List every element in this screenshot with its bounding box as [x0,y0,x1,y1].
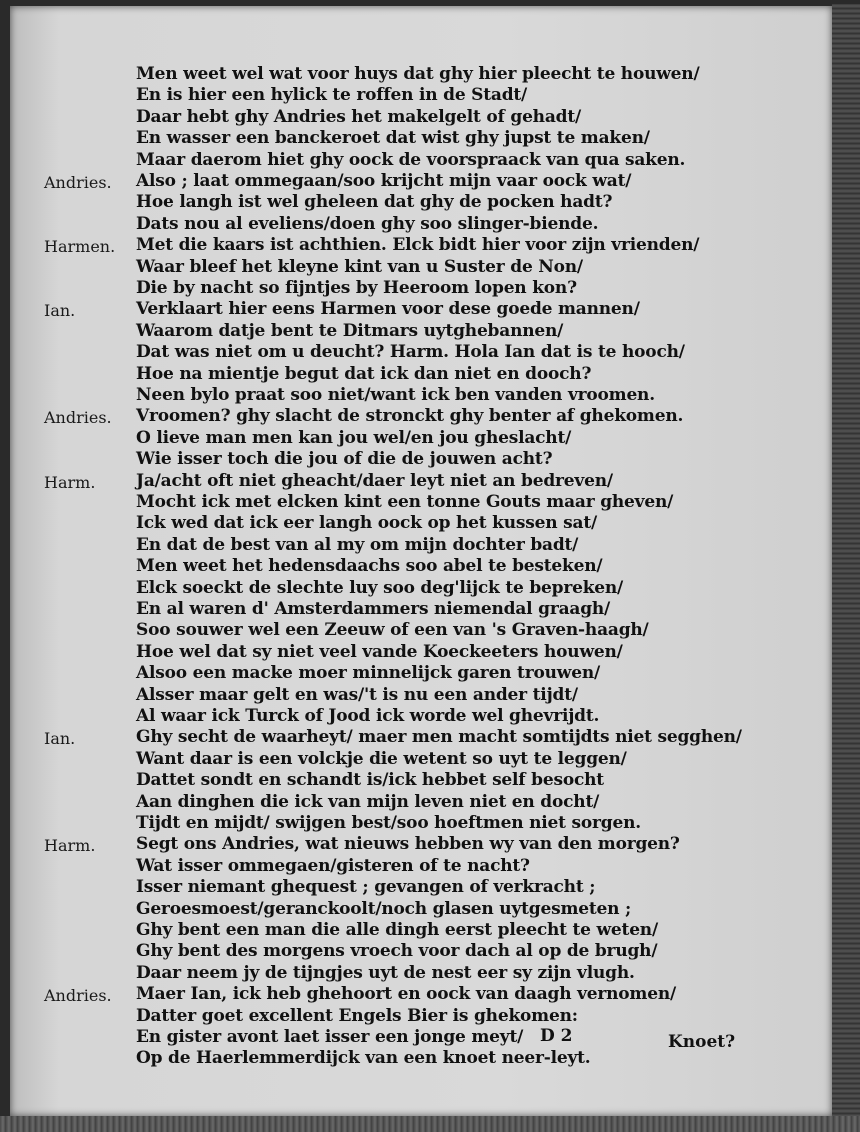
verse-text: Hoe langh ist wel gheleen dat ghy de pocken hadt? [136,192,613,213]
speaker-name: Harm. [44,472,96,492]
verse-text: Op de Haerlemmerdijck van een knoet neer-leyt. [136,1048,591,1069]
verse-line [10,85,832,106]
speaker-name: Ian. [44,301,76,321]
verse-line [10,899,832,920]
verse-line [10,599,832,620]
verse-line [10,963,832,984]
verse-text: Maer Ian, ick heb ghehoort en oock van daagh vernomen/ [136,984,676,1005]
verse-text: Ick wed dat ick eer langh oock op het kussen sat/ [136,513,597,534]
verse-text: Ghy secht de waarheyt/ maer men macht somtijdts niet segghen/ [136,727,742,748]
verse-text: Maar daerom hiet ghy oock de voorspraack van qua saken. [136,149,686,170]
verse-text: Also ; laat ommegaan/soo krijcht mijn vaar oock wat/ [136,171,632,191]
verse-line [10,556,832,577]
verse-text: Tijdt en mijdt/ swijgen best/soo hoeftmen niet sorgen. [136,813,641,833]
verse-line [10,813,832,834]
speaker-name: Andries. [44,173,112,192]
verse-text: Wie isser toch die jou of die de jouwen acht? [136,449,553,470]
verse-line [10,107,832,128]
verse-text: Aan dinghen die ick van mijn leven niet en docht/ [136,791,600,812]
verse-line [10,620,832,641]
verse-line [10,920,832,941]
verse-text: En dat de best van al my om mijn dochter badt/ [136,534,579,555]
verse-text: Met die kaars ist achthien. Elck bidt hier voor zijn vrienden/ [136,235,700,256]
verse-line [10,513,832,534]
book-page [10,6,832,1116]
verse-text: En wasser een banckeroet dat wist ghy jupst te maken/ [136,128,650,149]
verse-line [10,877,832,898]
book-edge-bottom [0,1116,860,1132]
verse-text: Waarom datje bent te Ditmars uytghebannen/ [136,320,564,341]
verse-text: Waar bleef het kleyne kint van u Suster de Non/ [136,256,583,277]
verse-text: Mocht ick met elcken kint een tonne Gouts maar gheven/ [136,492,674,512]
verse-line [10,214,832,235]
verse-text: Dat was niet om u deucht? Harm. Hola Ian dat is te hooch/ [136,342,685,363]
verse-line [10,941,832,962]
verse-line [10,727,832,748]
verse-line [10,64,832,85]
verse-text: O lieve man men kan jou wel/en jou gheslacht/ [136,427,572,448]
verse-text: Dats nou al eveliens/doen ghy soo slinger-biende. [136,213,599,234]
verse-line [10,685,832,706]
verse-line [10,449,832,470]
verse-text: Hoe na mientje begut dat ick dan niet en dooch? [136,363,592,384]
verse-text: Ghy bent een man die alle dingh eerst pleecht te weten/ [136,920,658,940]
verse-line [10,984,832,1005]
verse-text: Al waar ick Turck of Jood ick worde wel ghevrijdt. [136,706,600,726]
verse-line [10,492,832,513]
verse-text: Hoe wel dat sy niet veel vande Koeckeeters houwen/ [136,641,623,662]
verse-text: Wat isser ommegaen/gisteren of te nacht? [136,855,530,876]
signature-mark: D 2 [540,1026,573,1046]
speaker-name: Harm. [44,836,96,856]
verse-text: Die by nacht so fijntjes by Heeroom lopen kon? [136,278,577,298]
verse-text: Ghy bent des morgens vroech voor dach al op de brugh/ [136,941,658,962]
verse-text: Geroesmoest/geranckoolt/noch glasen uytgesmeten ; [136,898,632,919]
verse-text: En al waren d' Amsterdammers niemendal graagh/ [136,599,611,619]
verse-line [10,749,832,770]
verse-text: Verklaart hier eens Harmen voor dese goede mannen/ [136,299,640,320]
verse-text: En gister avont laet isser een jonge meyt/ [136,1027,524,1047]
verse-line [10,642,832,663]
verse-line [10,321,832,342]
verse-text: En is hier een hylick te roffen in de Stadt/ [136,85,528,106]
verse-line [10,257,832,278]
verse-text: Ja/acht oft niet gheacht/daer leyt niet an bedreven/ [136,470,613,491]
verse-text: Segt ons Andries, wat nieuws hebben wy van den morgen? [136,834,680,855]
verse-text: Men weet wel wat voor huys dat ghy hier pleecht te houwen/ [136,64,700,84]
speaker-name: Ian. [44,729,76,749]
verse-text: Daar hebt ghy Andries het makelgelt of gehadt/ [136,106,582,127]
book-edge-right [832,4,860,1122]
verse-line [10,471,832,492]
verse-line [10,706,832,727]
verse-text: Soo souwer wel een Zeeuw of een van 's Graven-haagh/ [136,620,649,641]
verse-line [10,299,832,320]
verse-text: Daar neem jy de tijngjes uyt de nest eer sy zijn vlugh. [136,962,635,983]
verse-line [10,578,832,599]
verse-line [10,792,832,813]
verse-line [10,663,832,684]
verse-line [10,856,832,877]
verse-line [10,171,832,192]
verse-line [10,342,832,363]
verse-line [10,406,832,427]
verse-line [10,834,832,855]
verse-line [10,192,832,213]
verse-text: Vroomen? ghy slacht de stronckt ghy benter af ghekomen. [136,406,684,427]
verse-text: Want daar is een volckje die wetent so uyt te leggen/ [136,748,627,769]
verse-text: Alsoo een macke moer minnelijck garen trouwen/ [136,663,600,684]
verse-text: Isser niemant ghequest ; gevangen of verkracht ; [136,877,596,898]
verse-text: Elck soeckt de slechte luy soo deg'lijck te bepreken/ [136,577,624,598]
verse-line [10,1006,832,1027]
verse-text: Datter goet excellent Engels Bier is ghekomen: [136,1005,578,1026]
verse-line [10,278,832,299]
speaker-name: Andries. [44,408,112,428]
verse-line [10,128,832,149]
verse-text: Alsser maar gelt en was/'t is nu een ander tijdt/ [136,684,578,705]
verse-line [10,150,832,171]
verse-line [10,428,832,449]
catchword: Knoet? [668,1032,736,1052]
verse-line [10,385,832,406]
speaker-name: Andries. [44,986,112,1006]
verse-text: Neen bylo praat soo niet/want ick ben vanden vroomen. [136,385,655,405]
speaker-name: Harmen. [44,237,116,257]
verse-line [10,535,832,556]
verse-line [10,235,832,256]
verse-text: Dattet sondt en schandt is/ick hebbet self besocht [136,770,604,791]
verse-line [10,770,832,791]
verse-line [10,364,832,385]
verse-text: Men weet het hedensdaachs soo abel te besteken/ [136,556,603,577]
